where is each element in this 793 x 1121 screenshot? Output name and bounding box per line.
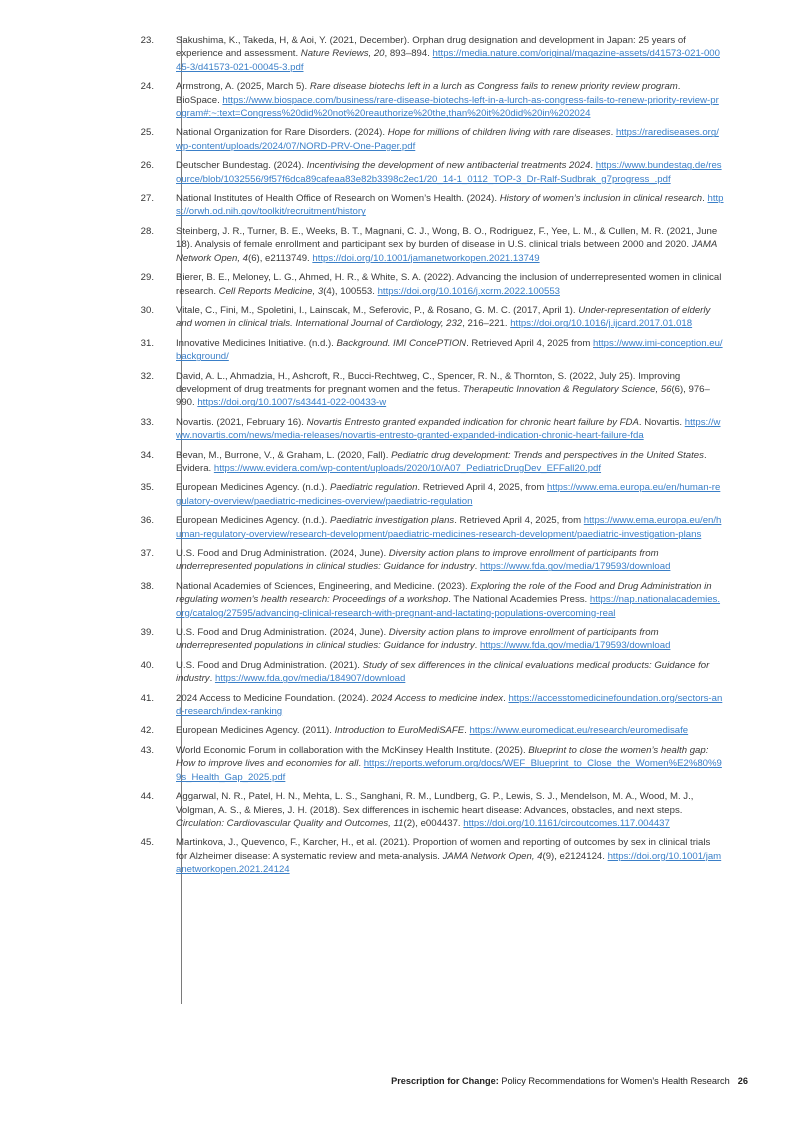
reference-number: 29.	[140, 272, 154, 284]
reference-number: 40.	[140, 659, 154, 671]
reference-link[interactable]: https://rarediseases.org/wp-content/uploads/2024/07/NORD-PRV-One-Pager.pdf	[176, 127, 719, 152]
reference-italic-text: 2024 Access to medicine index	[371, 692, 504, 704]
reference-text	[168, 80, 724, 120]
reference-item	[0, 744, 793, 784]
reference-text	[168, 659, 724, 686]
reference-number: 27.	[140, 193, 154, 205]
reference-segment: (4), 100553.	[323, 285, 378, 297]
reference-item	[0, 514, 793, 541]
reference-item	[0, 449, 793, 476]
reference-italic-text: Hope for millions of children living with rare diseases	[387, 127, 611, 139]
reference-link[interactable]: https://www.biospace.com/business/rare-disease-biotechs-left-in-a-lurch-as-congress-fails-to-renew-priority-review-program#:~:text=Congress%20did%20not%20reauthorize%20the,than%20it%20did%20in%202024	[176, 94, 719, 120]
reference-item	[0, 659, 793, 686]
reference-number: 31.	[140, 337, 154, 349]
reference-italic-text: Novartis Entresto granted expanded indication for chronic heart failure by FDA	[306, 416, 639, 428]
reference-segment: . Retrieved April 4, 2025 from	[466, 337, 594, 349]
page-footer	[391, 1076, 748, 1086]
reference-link[interactable]: https://www.ema.europa.eu/en/human-regulatory-overview/paediatric-medicines-overview/paediatric-regulation	[176, 482, 721, 507]
reference-list	[0, 34, 793, 883]
reference-number: 43.	[140, 744, 154, 756]
reference-italic-text: Background. IMI ConcePTION	[336, 337, 467, 349]
reference-segment: European Medicines Agency. (2011).	[176, 725, 335, 737]
reference-segment: , 216–221.	[462, 318, 511, 330]
reference-segment: U.S. Food and Drug Administration. (2021).	[176, 659, 363, 671]
reference-link[interactable]: https://nap.nationalacademies.org/catalog/27595/advancing-clinical-research-with-pregnant-and-lactating-populations-overcoming-real	[176, 594, 721, 619]
reference-italic-text: Blueprint to close the women’s health gap: How to improve lives and economies for all	[176, 744, 709, 770]
reference-text	[168, 225, 724, 265]
reference-text	[168, 481, 724, 508]
reference-text	[168, 304, 724, 331]
reference-segment: .	[610, 127, 616, 139]
reference-item	[0, 547, 793, 574]
reference-item	[0, 192, 793, 219]
reference-segment: David, A. L., Ahmadzia, H., Ashcroft, R., Bucci-Rechtweg, C., Spencer, R. N., & Thornton, S. (2022, July 25). Improving development of drug treatments for pregnant women and the fetus.	[176, 370, 681, 395]
reference-text	[168, 271, 724, 298]
reference-segment: . Evidera.	[176, 449, 707, 474]
reference-number: 33.	[140, 416, 154, 428]
reference-italic-text: JAMA Network Open, 4	[442, 850, 543, 862]
reference-segment: (2), e004437.	[403, 817, 464, 829]
reference-text	[168, 836, 724, 876]
reference-link[interactable]: https://doi.org/10.1016/j.xcrm.2022.100553	[377, 285, 560, 297]
reference-italic-text: Diversity action plans to improve enrollment of participants from underrepresented populations in clinical studies: Guidance for industry	[176, 548, 659, 573]
reference-segment: National Organization for Rare Disorders. (2024).	[176, 127, 388, 139]
reference-item	[0, 337, 793, 364]
reference-number: 45.	[140, 837, 154, 849]
reference-number: 32.	[140, 370, 154, 382]
reference-italic-text: Pediatric drug development: Trends and perspectives in the United States	[391, 449, 704, 461]
reference-item	[0, 580, 793, 620]
reference-segment: .	[464, 725, 470, 737]
reference-link[interactable]: https://orwh.od.nih.gov/toolkit/recruitment/history	[176, 193, 724, 218]
reference-link[interactable]: https://www.imi-conception.eu/background/	[176, 337, 723, 363]
reference-segment: .	[702, 193, 708, 205]
reference-italic-text: History of women’s inclusion in clinical research	[499, 193, 703, 205]
reference-text	[168, 416, 724, 443]
reference-link[interactable]: https://www.evidera.com/wp-content/uploads/2020/10/A07_PediatricDrugDev_EFFall20.pdf	[213, 462, 602, 474]
reference-number: 37.	[140, 548, 154, 559]
reference-italic-text: Nature Reviews, 20	[300, 48, 385, 60]
reference-text	[168, 449, 724, 476]
reference-segment: Bierer, B. E., Meloney, L. G., Ahmed, H. R., & White, S. A. (2022). Advancing the inclusion of underrepresented women in clinical research.	[176, 272, 722, 297]
reference-number: 25.	[140, 127, 154, 139]
reference-italic-text: Exploring the role of the Food and Drug Administration in regulating women's health research: Proceedings of a workshop	[176, 580, 712, 606]
reference-link[interactable]: https://doi.org/10.1161/circoutcomes.117.004437	[463, 817, 670, 829]
footer-title-bold: Prescription for Change:	[391, 1076, 499, 1086]
reference-segment: Sakushima, K., Takeda, H, & Aoi, Y. (2021, December). Orphan drug designation and development in Japan: 25 years of experience and assessment.	[176, 35, 686, 60]
reference-link[interactable]: https://doi.org/10.1007/s43441-022-00433-w	[197, 397, 387, 409]
reference-text	[168, 692, 724, 719]
reference-item	[0, 790, 793, 830]
reference-italic-text: Paediatric regulation	[329, 482, 418, 494]
reference-item	[0, 34, 793, 74]
reference-link[interactable]: https://www.fda.gov/media/179593/download	[480, 561, 671, 573]
reference-item	[0, 370, 793, 410]
reference-segment: European Medicines Agency. (n.d.).	[176, 515, 330, 527]
reference-segment: . BioSpace.	[176, 81, 681, 106]
reference-text	[168, 192, 724, 219]
reference-italic-text: Paediatric investigation plans	[329, 515, 455, 527]
reference-segment: Aggarwal, N. R., Patel, H. N., Mehta, L. S., Sanghani, R. M., Lundberg, G. P., Lewis, S. J., Mendelson, M. A., Wood, M. J., Volgman, A. S., & Mieres, J. H. (2018). Sex differences in ischemic heart disease: Advances, obstacles, and next steps.	[176, 791, 694, 816]
reference-segment: Bevan, M., Burrone, V., & Graham, L. (2020, Fall).	[176, 449, 392, 461]
reference-segment: European Medicines Agency. (n.d.).	[176, 482, 330, 494]
reference-segment: 2024 Access to Medicine Foundation. (2024).	[176, 692, 372, 704]
reference-segment: .	[474, 561, 480, 573]
reference-italic-text: Circulation: Cardiovascular Quality and Outcomes, 11	[176, 817, 404, 829]
reference-link[interactable]: https://www.ema.europa.eu/en/human-regulatory-overview/research-development/paediatric-medicines-research-development/paediatric-investigation-plans	[176, 515, 722, 540]
reference-item	[0, 692, 793, 719]
reference-link[interactable]: https://www.fda.gov/media/179593/download	[480, 640, 671, 652]
page-number: 26	[737, 1076, 748, 1086]
reference-number: 24.	[140, 81, 154, 93]
reference-segment: Steinberg, J. R., Turner, B. E., Weeks, B. T., Magnani, C. J., Wong, B. O., Rodriguez, F., Yee, L. M., & Cullen, M. R. (2021, June 18). Analysis of female enrollment and participant sex by burden of disease in U.S. clinical trials between 2000 and 2020.	[176, 225, 718, 251]
reference-segment: National Institutes of Health Office of Research on Women’s Health. (2024).	[176, 193, 500, 205]
reference-italic-text: Introduction to EuroMediSAFE	[334, 725, 465, 737]
reference-item	[0, 724, 793, 737]
reference-text	[168, 790, 724, 830]
reference-link[interactable]: https://doi.org/10.1016/j.ijcard.2017.01.018	[510, 318, 693, 330]
reference-segment: . The National Academies Press.	[448, 594, 590, 606]
reference-link[interactable]: https://doi.org/10.1001/jamanetworkopen.2021.13749	[312, 252, 540, 264]
reference-item	[0, 159, 793, 186]
reference-text	[168, 724, 724, 737]
reference-italic-text: Therapeutic Innovation & Regulatory Science, 56	[462, 383, 672, 395]
reference-italic-text: Study of sex differences in the clinical evaluations medical products: Guidance for industry	[176, 659, 710, 685]
reference-number: 26.	[140, 160, 154, 172]
reference-segment: .	[503, 692, 509, 704]
reference-item	[0, 836, 793, 876]
reference-link[interactable]: https://accesstomedicinefoundation.org/sectors-and-research/index-ranking	[176, 692, 723, 718]
reference-segment: (6), 976–990.	[176, 383, 710, 409]
reference-segment: Deutscher Bundestag. (2024).	[176, 160, 307, 172]
reference-italic-text: Cell Reports Medicine, 3	[218, 285, 324, 297]
reference-segment: Novartis. (2021, February 16).	[176, 416, 307, 428]
reference-italic-text: Incentivising the development of new antibacterial treatments 2024	[306, 160, 591, 172]
reference-segment: National Academies of Sciences, Engineering, and Medicine. (2023).	[176, 580, 471, 592]
reference-link[interactable]: https://media.nature.com/original/magazine-assets/d41573-021-00045-3/d41573-021-00045-3.pdf	[176, 48, 720, 73]
reference-text	[168, 514, 724, 541]
reference-text	[168, 547, 724, 574]
reference-segment: . Novartis.	[638, 416, 685, 428]
reference-italic-text: JAMA Network Open, 4	[176, 239, 717, 264]
reference-segment: , 893–894.	[384, 48, 433, 60]
reference-item	[0, 304, 793, 331]
reference-segment: (9), e2124124.	[542, 850, 608, 862]
reference-segment: Vitale, C., Fini, M., Spoletini, I., Lainscak, M., Seferovic, P., & Rosano, G. M. C. (2017, April 1).	[176, 304, 579, 316]
reference-number: 34.	[140, 449, 154, 461]
reference-item	[0, 126, 793, 153]
reference-link[interactable]: https://reports.weforum.org/docs/WEF_Blueprint_to_Close_the_Women%E2%80%99s_Health_Gap_2025.pdf	[176, 758, 722, 783]
reference-text	[168, 580, 724, 620]
reference-number: 36.	[140, 515, 154, 527]
reference-item	[0, 80, 793, 120]
footer-title: Policy Recommendations for Women’s Health Research	[498, 1076, 730, 1086]
reference-number: 42.	[140, 725, 154, 737]
reference-italic-text: Rare disease biotechs left in a lurch as Congress fails to renew priority review program	[309, 81, 678, 93]
reference-segment: .	[358, 758, 364, 770]
reference-item	[0, 626, 793, 653]
reference-text	[168, 337, 724, 364]
reference-text	[168, 744, 724, 784]
reference-text	[168, 159, 724, 186]
reference-item	[0, 416, 793, 443]
reference-link[interactable]: https://doi.org/10.1001/jamanetworkopen.2021.24124	[176, 850, 722, 876]
reference-link[interactable]: https://www.euromedicat.eu/research/euromedisafe	[469, 725, 689, 737]
reference-link[interactable]: https://www.bundestag.de/resource/blob/1032556/9f57f6dca89cafeaa83e82b3398c2ec1/20_14-1_0112_TOP-3_Dr-Ralf-Sudbrak_g7progress_.pdf	[176, 160, 722, 185]
reference-segment: .	[209, 673, 215, 685]
reference-text	[168, 34, 724, 74]
reference-number: 38.	[140, 580, 154, 592]
reference-number: 28.	[140, 225, 154, 237]
reference-italic-text: Under-representation of elderly and women in clinical trials. International Journal of Cardiology, 232	[176, 304, 711, 330]
reference-text	[168, 626, 724, 653]
reference-segment: World Economic Forum in collaboration with the McKinsey Health Institute. (2025).	[176, 744, 529, 756]
reference-number: 35.	[140, 482, 154, 494]
reference-segment: Martinkova, J., Quevenco, F., Karcher, H., et al. (2021). Proportion of women and reporting of outcomes by sex in clinical trials for Alzheimer disease: A systematic review and meta-analysis.	[176, 837, 711, 862]
reference-segment: .	[474, 640, 480, 652]
reference-item	[0, 225, 793, 265]
reference-segment: . Retrieved April 4, 2025, from	[454, 515, 584, 527]
reference-segment: . Retrieved April 4, 2025, from	[417, 482, 547, 494]
reference-italic-text: Diversity action plans to improve enrollment of participants from underrepresented populations in clinical studies: Guidance for industry	[176, 627, 659, 652]
reference-text	[168, 126, 724, 153]
reference-segment: U.S. Food and Drug Administration. (2024, June).	[176, 548, 389, 559]
reference-link[interactable]: https://www.novartis.com/news/media-releases/novartis-entresto-granted-expanded-indication-chronic-heart-failure-fda	[176, 416, 721, 442]
reference-text	[168, 370, 724, 410]
reference-segment: Innovative Medicines Initiative. (n.d.).	[176, 337, 337, 349]
reference-item	[0, 271, 793, 298]
reference-link[interactable]: https://www.fda.gov/media/184907/download	[214, 673, 406, 685]
reference-segment: .	[590, 160, 596, 172]
reference-segment: U.S. Food and Drug Administration. (2024, June).	[176, 627, 389, 639]
reference-segment: Armstrong, A. (2025, March 5).	[176, 81, 310, 93]
reference-number: 30.	[140, 304, 154, 316]
reference-number: 41.	[140, 692, 154, 704]
reference-item	[0, 481, 793, 508]
reference-segment: (6), e2113749.	[248, 252, 313, 264]
reference-number: 23.	[140, 35, 154, 46]
reference-number: 44.	[140, 791, 154, 803]
reference-number: 39.	[140, 627, 154, 639]
